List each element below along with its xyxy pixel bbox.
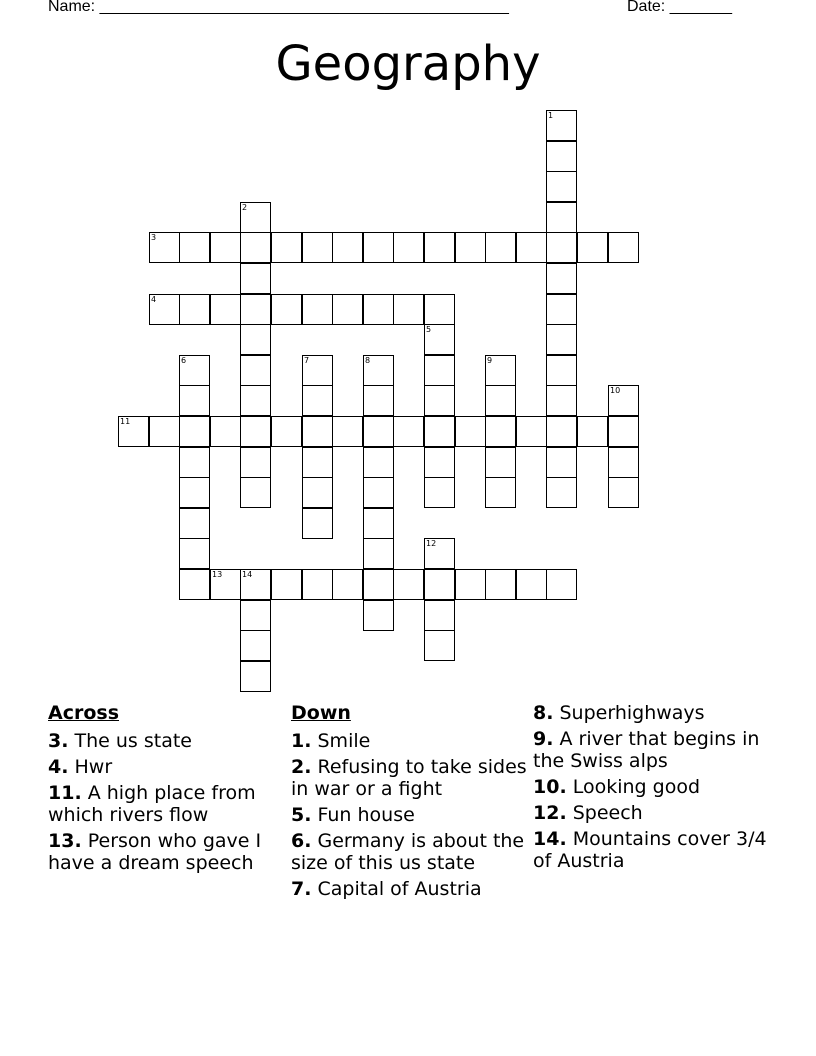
cell-number: 7 — [304, 356, 310, 365]
clue-number: 9. — [533, 728, 554, 750]
grid-cell[interactable] — [546, 171, 577, 202]
clue-text: Capital of Austria — [317, 878, 482, 900]
grid-cell[interactable] — [424, 232, 455, 263]
clue-number: 12. — [533, 802, 567, 824]
clue-text: Refusing to take sides in war or a fight — [291, 756, 527, 800]
grid-cell[interactable] — [179, 569, 210, 600]
grid-cell[interactable] — [546, 385, 577, 416]
grid-cell[interactable] — [302, 447, 333, 478]
clue-down-5 — [291, 804, 527, 826]
name-field[interactable]: Name: ______________________________________________ — [48, 0, 509, 15]
grid-cell[interactable] — [424, 416, 455, 447]
grid-cell[interactable] — [302, 294, 333, 325]
cell-number: 13 — [212, 570, 223, 579]
grid-cell[interactable] — [302, 508, 333, 539]
clue-number: 11. — [48, 782, 82, 804]
grid-cell[interactable] — [240, 630, 271, 661]
clue-number: 1. — [291, 730, 312, 752]
grid-cell[interactable] — [179, 508, 210, 539]
grid-cell[interactable] — [179, 416, 210, 447]
clue-number: 10. — [533, 776, 567, 798]
clue-text: A river that begins in the Swiss alps — [533, 728, 760, 772]
clue-down-1 — [291, 730, 527, 752]
down-heading: Down — [291, 702, 351, 724]
grid-cell[interactable] — [424, 600, 455, 631]
grid-cell[interactable] — [332, 232, 363, 263]
grid-cell[interactable] — [424, 294, 455, 325]
clue-across-4 — [48, 756, 278, 778]
clue-down-6 — [291, 830, 527, 874]
grid-cell[interactable] — [179, 477, 210, 508]
clue-number: 8. — [533, 702, 554, 724]
clue-down-14 — [533, 828, 773, 872]
cell-number: 11 — [120, 417, 131, 426]
grid-cell[interactable] — [240, 477, 271, 508]
clue-down-7 — [291, 878, 527, 900]
grid-cell[interactable] — [363, 294, 394, 325]
cell-number: 5 — [426, 325, 432, 334]
grid-cell[interactable] — [608, 232, 639, 263]
grid-cell[interactable] — [546, 447, 577, 478]
grid-cell[interactable] — [179, 385, 210, 416]
grid-cell[interactable] — [546, 294, 577, 325]
grid-cell[interactable] — [455, 416, 486, 447]
grid-cell[interactable] — [363, 416, 394, 447]
puzzle-title: Geography — [275, 36, 541, 92]
grid-cell[interactable] — [302, 416, 333, 447]
grid-cell[interactable] — [546, 263, 577, 294]
grid-cell[interactable] — [546, 202, 577, 233]
grid-cell[interactable] — [577, 416, 608, 447]
grid-cell[interactable] — [608, 447, 639, 478]
cell-number: 12 — [426, 539, 437, 548]
grid-cell[interactable] — [546, 141, 577, 172]
grid-cell[interactable] — [363, 232, 394, 263]
grid-cell[interactable] — [455, 569, 486, 600]
grid-cell[interactable] — [271, 416, 302, 447]
grid-cell[interactable] — [302, 385, 333, 416]
clue-number: 3. — [48, 730, 69, 752]
grid-cell[interactable] — [240, 324, 271, 355]
grid-cell[interactable] — [271, 232, 302, 263]
clue-text: Superhighways — [559, 702, 705, 724]
grid-cell[interactable] — [393, 416, 424, 447]
grid-cell[interactable] — [332, 294, 363, 325]
grid-cell[interactable] — [210, 294, 241, 325]
grid-cell[interactable] — [516, 416, 547, 447]
grid-cell[interactable] — [179, 232, 210, 263]
clue-text: Hwr — [74, 756, 113, 778]
clue-number: 2. — [291, 756, 312, 778]
grid-cell[interactable] — [516, 232, 547, 263]
clue-across-11 — [48, 782, 278, 826]
grid-cell[interactable] — [485, 447, 516, 478]
clue-text: A high place from which rivers flow — [48, 782, 256, 826]
grid-cell[interactable] — [546, 416, 577, 447]
grid-cell[interactable] — [546, 569, 577, 600]
grid-cell[interactable] — [455, 232, 486, 263]
grid-cell[interactable] — [332, 416, 363, 447]
cell-number: 2 — [242, 203, 248, 212]
grid-cell[interactable] — [179, 447, 210, 478]
clue-number: 14. — [533, 828, 567, 850]
clue-down-2 — [291, 756, 527, 800]
clue-text: Smile — [317, 730, 371, 752]
grid-cell[interactable] — [240, 263, 271, 294]
cell-number: 1 — [548, 111, 554, 120]
cell-number: 8 — [365, 356, 371, 365]
clue-down-9 — [533, 728, 773, 772]
grid-cell[interactable] — [485, 232, 516, 263]
grid-cell[interactable] — [240, 385, 271, 416]
clue-text: Germany is about the size of this us state — [291, 830, 525, 874]
cell-number: 6 — [181, 356, 187, 365]
grid-cell[interactable] — [546, 324, 577, 355]
grid-cell[interactable] — [424, 477, 455, 508]
down-clues-continued — [533, 702, 773, 876]
grid-cell[interactable] — [363, 600, 394, 631]
grid-cell[interactable] — [516, 569, 547, 600]
cell-number: 10 — [610, 386, 621, 395]
grid-cell[interactable] — [393, 569, 424, 600]
grid-cell[interactable] — [363, 447, 394, 478]
grid-cell[interactable] — [363, 477, 394, 508]
clue-across-13 — [48, 830, 278, 874]
grid-cell[interactable] — [302, 232, 333, 263]
grid-cell[interactable] — [424, 447, 455, 478]
clue-across-3 — [48, 730, 278, 752]
grid-cell[interactable] — [179, 538, 210, 569]
grid-cell[interactable] — [332, 569, 363, 600]
clue-text: Speech — [572, 802, 643, 824]
grid-cell[interactable] — [210, 232, 241, 263]
grid-cell[interactable] — [485, 477, 516, 508]
cell-number: 4 — [151, 295, 157, 304]
clue-number: 7. — [291, 878, 312, 900]
grid-cell[interactable] — [485, 569, 516, 600]
clue-number: 6. — [291, 830, 312, 852]
grid-cell[interactable] — [302, 569, 333, 600]
grid-cell[interactable] — [424, 569, 455, 600]
cell-number: 3 — [151, 233, 157, 242]
date-field[interactable]: Date: _______ — [627, 0, 732, 15]
grid-cell[interactable] — [577, 232, 608, 263]
clue-number: 5. — [291, 804, 312, 826]
clue-down-10 — [533, 776, 773, 798]
grid-cell[interactable] — [363, 508, 394, 539]
grid-cell[interactable] — [240, 447, 271, 478]
grid-cell[interactable] — [149, 416, 180, 447]
clue-text: Mountains cover 3/4 of Austria — [533, 828, 767, 872]
clue-text: Person who gave I have a dream speech — [48, 830, 262, 874]
grid-cell[interactable] — [424, 385, 455, 416]
grid-cell[interactable] — [210, 416, 241, 447]
grid-cell[interactable] — [271, 294, 302, 325]
grid-cell[interactable] — [546, 355, 577, 386]
grid-cell[interactable] — [424, 355, 455, 386]
across-clues — [48, 702, 278, 878]
grid-cell[interactable] — [240, 661, 271, 692]
grid-cell[interactable] — [393, 294, 424, 325]
grid-cell[interactable] — [363, 385, 394, 416]
grid-cell[interactable] — [608, 416, 639, 447]
grid-cell[interactable] — [393, 232, 424, 263]
grid-cell[interactable] — [240, 232, 271, 263]
grid-cell[interactable] — [240, 294, 271, 325]
grid-cell[interactable] — [608, 477, 639, 508]
clue-text: The us state — [74, 730, 192, 752]
down-clues — [291, 702, 527, 904]
clue-down-12 — [533, 802, 773, 824]
grid-cell[interactable] — [240, 355, 271, 386]
grid-cell[interactable] — [546, 477, 577, 508]
across-heading: Across — [48, 702, 120, 724]
clue-number: 4. — [48, 756, 69, 778]
clue-number: 13. — [48, 830, 82, 852]
clue-text: Looking good — [572, 776, 701, 798]
grid-cell[interactable] — [240, 600, 271, 631]
grid-cell[interactable] — [424, 630, 455, 661]
grid-cell[interactable] — [271, 569, 302, 600]
grid-cell[interactable] — [546, 232, 577, 263]
clue-down-8 — [533, 702, 773, 724]
grid-cell[interactable] — [485, 416, 516, 447]
grid-cell[interactable] — [485, 385, 516, 416]
cell-number: 14 — [242, 570, 253, 579]
grid-cell[interactable] — [363, 569, 394, 600]
grid-cell[interactable] — [302, 477, 333, 508]
cell-number: 9 — [487, 356, 493, 365]
grid-cell[interactable] — [179, 294, 210, 325]
grid-cell[interactable] — [240, 416, 271, 447]
grid-cell[interactable] — [363, 538, 394, 569]
clue-text: Fun house — [317, 804, 415, 826]
